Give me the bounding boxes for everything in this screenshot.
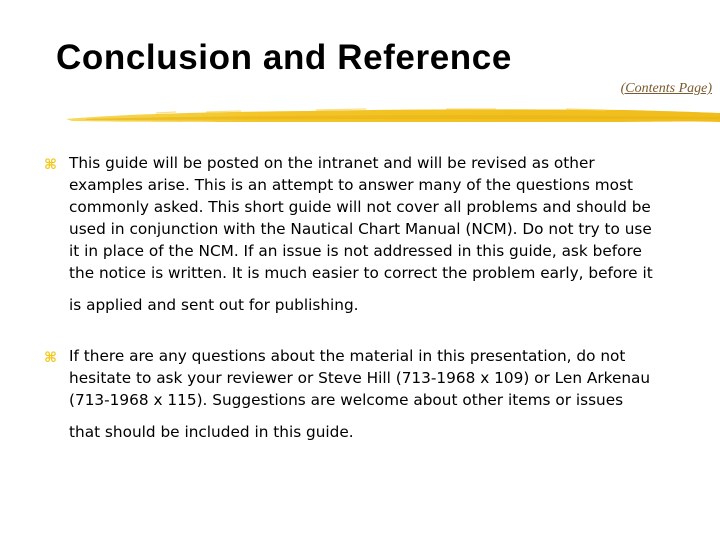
bullet-paragraph-2 [69,345,709,443]
contents-page-link[interactable]: (Contents Page) [620,81,712,96]
bullet-paragraph-1 [69,152,709,316]
text-line: used in conjunction with the Nautical Chart Manual (NCM). Do not try to use [69,220,652,238]
slide-title: Conclusion and Reference [56,38,512,77]
command-key-icon: ⌘ [44,157,57,173]
command-key-icon: ⌘ [44,350,57,366]
yellow-brush-stroke-divider [66,100,720,130]
text-line: (713-1968 x 115). Suggestions are welcome about other items or issues [69,391,624,409]
text-line: This guide will be posted on the intranet and will be revised as other [69,154,595,172]
text-line: is applied and sent out for publishing. [69,296,359,314]
text-line: that should be included in this guide. [69,423,354,441]
text-line: the notice is written. It is much easier to correct the problem early, before it [69,264,653,282]
text-line: commonly asked. This short guide will not cover all problems and should be [69,198,651,216]
text-line: hesitate to ask your reviewer or Steve Hill (713-1968 x 109) or Len Arkenau [69,369,651,387]
text-line: If there are any questions about the material in this presentation, do not [69,347,626,365]
text-line: examples arise. This is an attempt to answer many of the questions most [69,176,634,194]
text-line: it in place of the NCM. If an issue is not addressed in this guide, ask before [69,242,642,260]
